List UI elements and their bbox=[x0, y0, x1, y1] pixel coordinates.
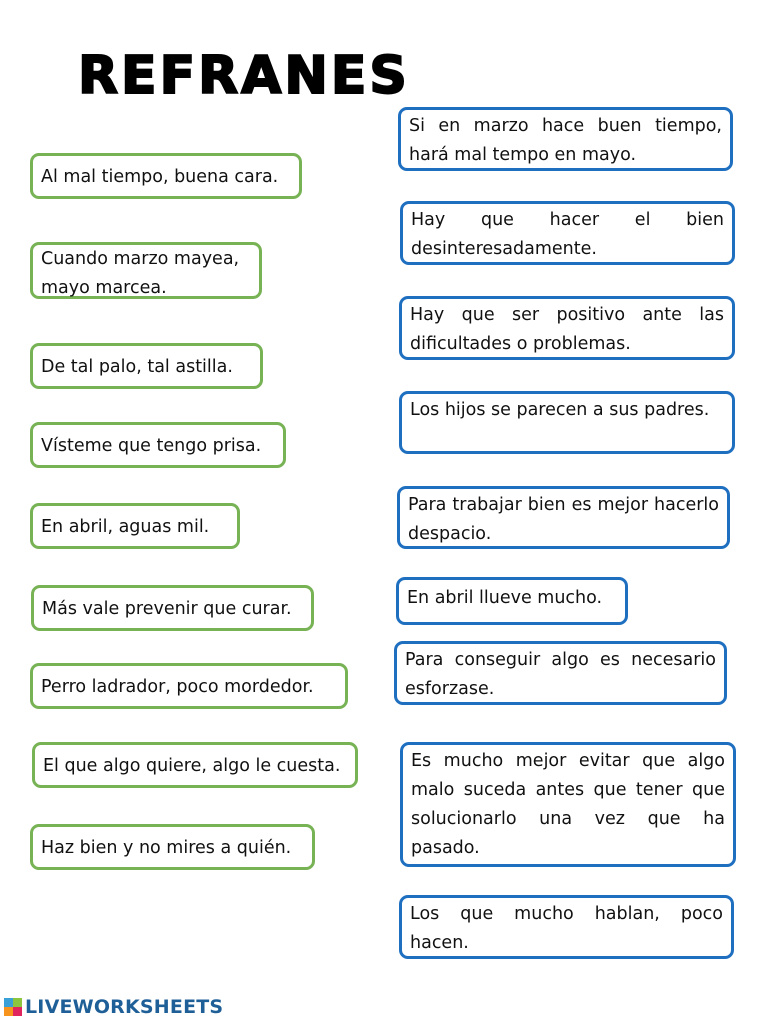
saying-text: El que algo quiere, algo le cuesta. bbox=[43, 756, 341, 776]
saying-text: Perro ladrador, poco mordedor. bbox=[41, 677, 314, 697]
page-title: REFRANES bbox=[78, 46, 410, 106]
meaning-text: Hay que ser positivo ante las dificultades o problemas. bbox=[410, 305, 724, 354]
logo-square bbox=[4, 1007, 13, 1016]
saying-text: Haz bien y no mires a quién. bbox=[41, 838, 292, 858]
meaning-box-1[interactable] bbox=[398, 107, 733, 171]
meaning-text: En abril llueve mucho. bbox=[407, 588, 603, 608]
meaning-box-6[interactable] bbox=[396, 577, 628, 625]
logo-square bbox=[13, 998, 22, 1007]
saying-box-5[interactable] bbox=[30, 503, 240, 549]
meaning-box-5[interactable] bbox=[397, 486, 730, 549]
logo-square bbox=[13, 1007, 22, 1016]
saying-box-3[interactable] bbox=[30, 343, 263, 389]
saying-box-4[interactable] bbox=[30, 422, 286, 468]
meaning-text: Es mucho mejor evitar que algo malo suceda antes que tener que solucionarlo una vez que ha pasado. bbox=[411, 751, 725, 858]
saying-box-6[interactable] bbox=[31, 585, 314, 631]
saying-text: Más vale prevenir que curar. bbox=[42, 599, 292, 619]
logo-square bbox=[4, 998, 13, 1007]
meaning-box-9[interactable] bbox=[399, 895, 734, 959]
saying-box-2[interactable] bbox=[30, 242, 262, 299]
meaning-box-7[interactable] bbox=[394, 641, 727, 705]
footer-brand bbox=[4, 996, 223, 1018]
saying-text: Cuando marzo mayea, mayo marcea. bbox=[41, 249, 240, 298]
saying-text: Al mal tiempo, buena cara. bbox=[41, 167, 279, 187]
saying-text: De tal palo, tal astilla. bbox=[41, 357, 233, 377]
meaning-box-8[interactable] bbox=[400, 742, 736, 867]
meaning-text: Si en marzo hace buen tiempo, hará mal tempo en mayo. bbox=[409, 116, 722, 165]
saying-box-9[interactable] bbox=[30, 824, 315, 870]
saying-text: Vísteme que tengo prisa. bbox=[41, 436, 262, 456]
meaning-box-2[interactable] bbox=[400, 201, 735, 265]
meaning-text: Para conseguir algo es necesario esforzase. bbox=[405, 650, 716, 699]
liveworksheets-logo-icon bbox=[4, 998, 22, 1016]
meaning-box-4[interactable] bbox=[399, 391, 735, 454]
meaning-text: Los hijos se parecen a sus padres. bbox=[410, 400, 710, 420]
saying-box-7[interactable] bbox=[30, 663, 348, 709]
meaning-text: Los que mucho hablan, poco hacen. bbox=[410, 904, 723, 953]
saying-box-1[interactable] bbox=[30, 153, 302, 199]
meaning-box-3[interactable] bbox=[399, 296, 735, 360]
meaning-text: Hay que hacer el bien desinteresadamente. bbox=[411, 210, 724, 259]
saying-text: En abril, aguas mil. bbox=[41, 517, 210, 537]
footer-brand-text: LIVEWORKSHEETS bbox=[25, 996, 224, 1018]
meaning-text: Para trabajar bien es mejor hacerlo despacio. bbox=[408, 495, 719, 544]
saying-box-8[interactable] bbox=[32, 742, 358, 788]
